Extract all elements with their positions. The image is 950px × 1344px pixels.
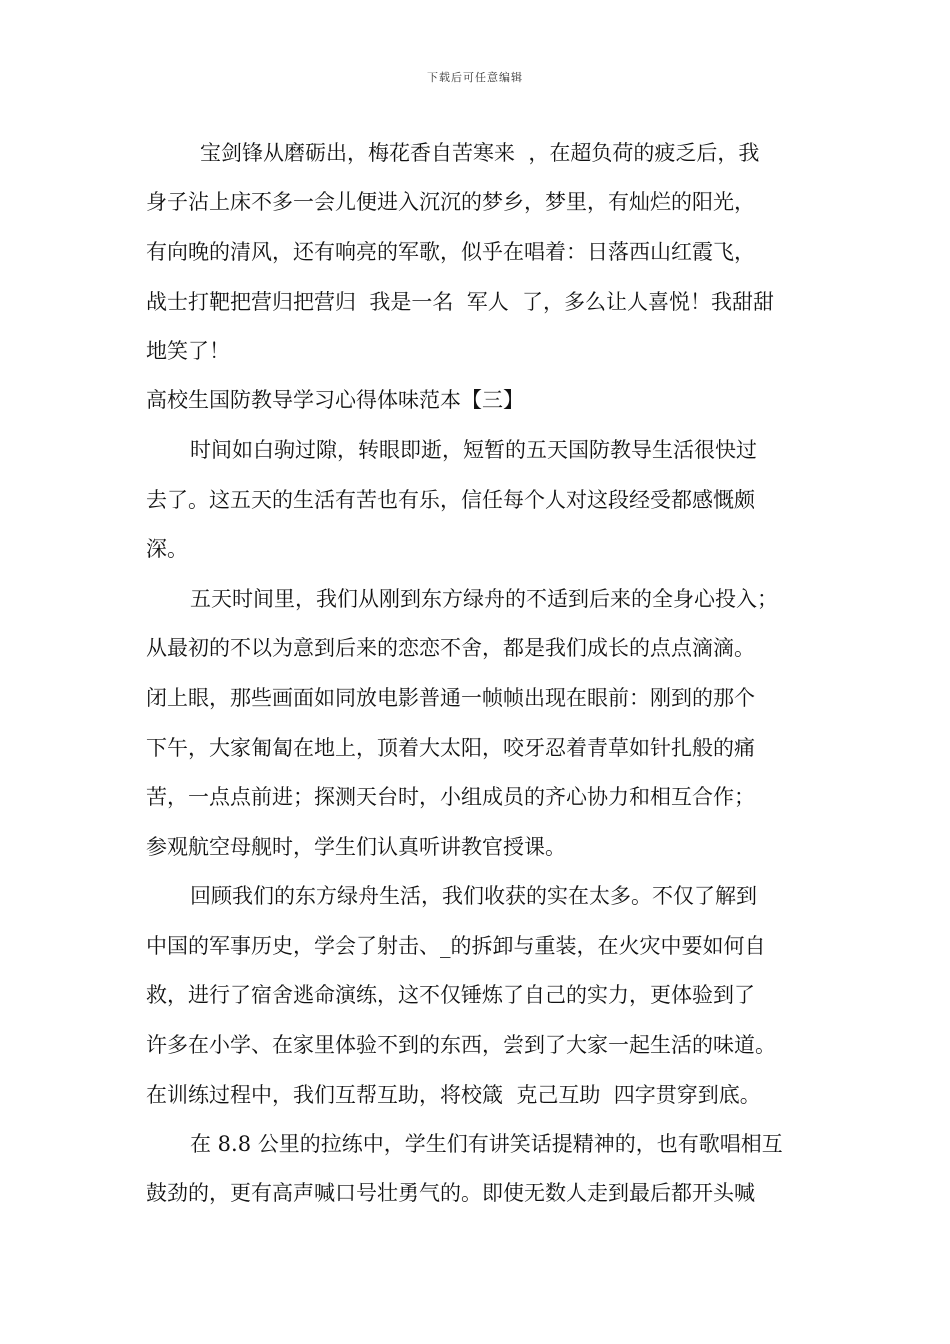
- text-line: 深。: [146, 537, 188, 561]
- section-heading: 高校生国防教导学习心得体味范本【三】: [146, 388, 524, 412]
- text-line: 从最初的不以为意到后来的恋恋不舍，都是我们成长的点点滴滴。: [146, 636, 755, 660]
- text-line: 去了。这五天的生活有苦也有乐，信任每个人对这段经受都感慨颇: [146, 488, 755, 512]
- text-line: 下午，大家匍匐在地上，顶着大太阳，咬牙忍着青草如针扎般的痛: [146, 736, 755, 760]
- text-line: 回顾我们的东方绿舟生活，我们收获的实在太多。不仅了解到: [190, 884, 757, 908]
- text-line: 身子沾上床不多一会儿便进入沉沉的梦乡，梦里，有灿烂的阳光，: [146, 190, 755, 214]
- text-line: 有向晚的清风，还有响亮的军歌，似乎在唱着：日落西山红霞飞，: [146, 240, 755, 264]
- text-line: 战士打靶把营归把营归 我是一名 军人 了，多么让人喜悦！我甜甜: [146, 290, 775, 314]
- text-line: 宝剑锋从磨砺出，梅花香自苦寒来 ，在超负荷的疲乏后，我: [200, 141, 760, 165]
- text-line: 苦，一点点前进；探测天台时，小组成员的齐心协力和相互合作；: [146, 785, 755, 809]
- text-line: 鼓劲的，更有高声喊口号壮勇气的。即使无数人走到最后都开头喊: [146, 1181, 755, 1205]
- page-header-note: 下载后可任意编辑: [427, 71, 523, 84]
- text-line: 救，进行了宿舍逃命演练，这不仅锤炼了自己的实力，更体验到了: [146, 983, 755, 1007]
- text-line: 参观航空母舰时，学生们认真听讲教官授课。: [146, 835, 566, 859]
- text-line: 时间如白驹过隙，转眼即逝，短暂的五天国防教导生活很快过: [190, 438, 757, 462]
- text-line: 许多在小学、在家里体验不到的东西，尝到了大家一起生活的味道。: [146, 1033, 776, 1057]
- text-line: 闭上眼，那些画面如同放电影普通一帧帧出现在眼前：刚到的那个: [146, 686, 755, 710]
- text-line: 在训练过程中，我们互帮互助，将校箴 克己互助 四字贯穿到底。: [146, 1083, 761, 1107]
- text-line: 中国的军事历史，学会了射击、_的拆卸与重装，在火灾中要如何自: [146, 934, 766, 958]
- text-line: 五天时间里，我们从刚到东方绿舟的不适到后来的全身心投入；: [190, 587, 778, 611]
- text-line: 地笑了！: [146, 339, 230, 363]
- text-line: 在 8.8 公里的拉练中，学生们有讲笑话提精神的，也有歌唱相互: [190, 1132, 783, 1156]
